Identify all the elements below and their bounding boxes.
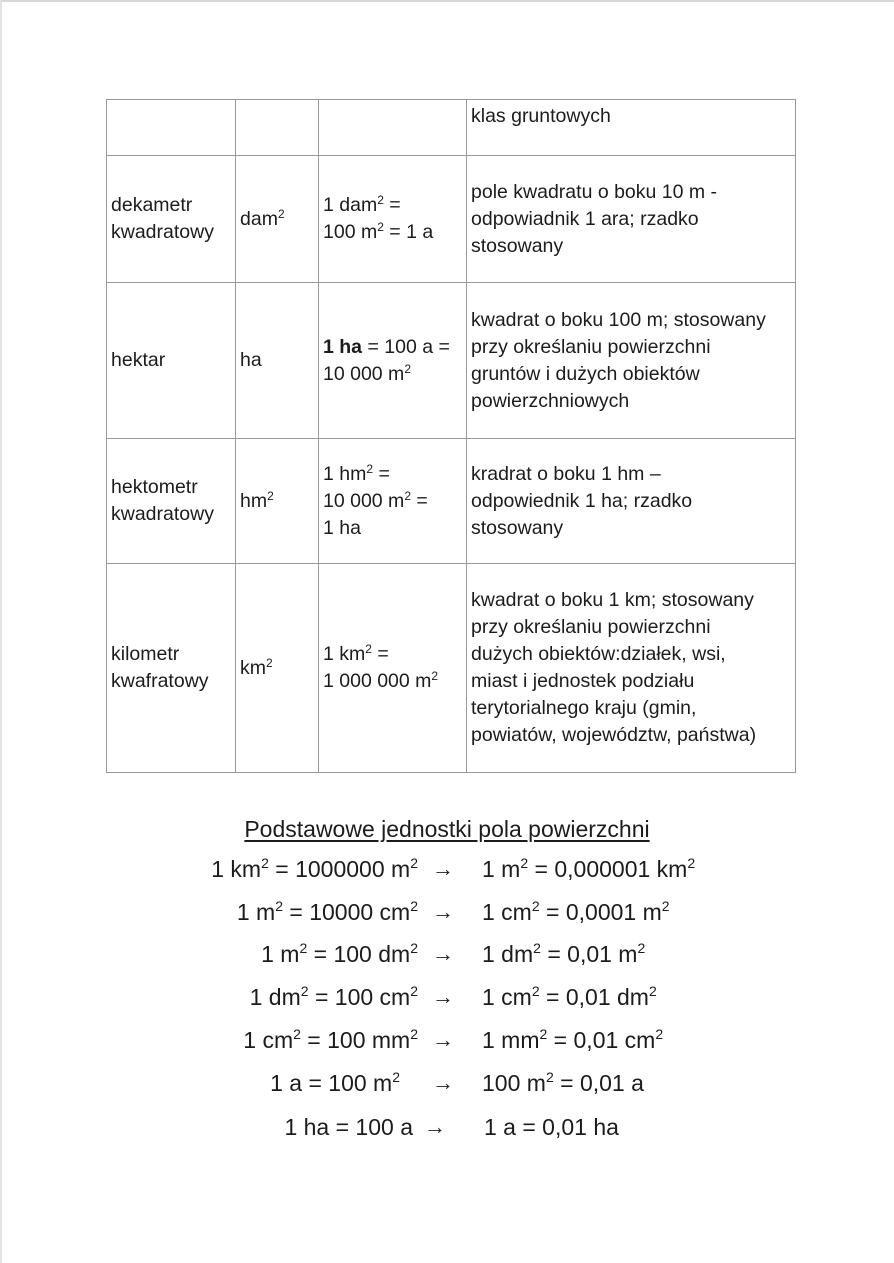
unit-description-cell xyxy=(467,283,796,439)
equivalence-text: 1 dam xyxy=(323,194,378,216)
unit-symbol-cell xyxy=(236,439,319,564)
description-line: odpowiednik 1 ha; rzadko xyxy=(471,489,693,512)
description-line: przy określaniu powierzchni xyxy=(471,616,711,638)
conversion-row xyxy=(0,1070,894,1104)
squared-exponent: 2 xyxy=(366,461,374,476)
unit-equivalence-cell xyxy=(319,156,467,283)
conversion-row xyxy=(0,1027,894,1061)
equivalence-text: = xyxy=(371,643,389,665)
description-line: miast i jednostek podziału xyxy=(471,670,695,692)
table-row xyxy=(107,156,796,283)
unit-name-line: kwadratowy xyxy=(111,503,214,525)
unit-name-cell xyxy=(107,439,236,564)
squared-exponent: 2 xyxy=(431,669,439,683)
conversion-right: 1 $mm^2 = 0,01$ $cm^2$ xyxy=(482,1026,664,1053)
equivalence-text: = xyxy=(373,462,390,485)
conversion-row xyxy=(0,856,894,890)
squared-exponent: 2 xyxy=(377,193,384,207)
equivalence-text: = 100 a = xyxy=(362,335,450,358)
description-line: powierzchniowych xyxy=(471,389,630,412)
squared-exponent: 2 xyxy=(365,642,372,656)
unit-name-cell xyxy=(107,564,236,773)
unit-name-line: kwadratowy xyxy=(111,221,214,243)
description-line: terytorialnego kraju (gmin, xyxy=(471,697,697,719)
squared-exponent: 2 xyxy=(404,488,411,503)
description-line: klas gruntowych xyxy=(471,105,611,127)
description-line: gruntów i dużych obiektów xyxy=(471,362,700,385)
conversion-right: 1 $cm^2 = 0,01$ $dm^2$ xyxy=(482,983,657,1010)
unit-name-line: kilometr xyxy=(111,643,180,665)
equivalence-line xyxy=(323,334,463,361)
unit-name-cell xyxy=(107,283,236,439)
equivalence-text: 10 000 m xyxy=(323,362,405,385)
table-row xyxy=(107,100,796,156)
arrow-right-icon: → xyxy=(432,984,454,1009)
equivalence-line xyxy=(323,461,463,488)
conversion-right: 1 a = 0,01 ha xyxy=(484,1114,619,1140)
equivalence-text: = xyxy=(411,489,428,512)
arrow-right-icon: → xyxy=(432,1027,454,1052)
conversion-right: 1 $m^2 = 0,000001$ $km^2$ xyxy=(482,855,696,882)
table-row xyxy=(107,439,796,564)
arrow-right-icon: → xyxy=(432,856,454,881)
equivalence-line xyxy=(323,488,463,515)
unit-name-cell xyxy=(107,100,236,156)
equivalence-text: 1 hm xyxy=(323,462,367,485)
equivalence-text: = xyxy=(383,194,401,216)
unit-symbol-cell xyxy=(236,100,319,156)
unit-symbol-cell xyxy=(236,564,319,773)
squared-exponent: 2 xyxy=(267,488,274,503)
equivalence-bold-text: 1 ha xyxy=(323,335,363,358)
description-line: kwadrat o boku 100 m; stosowany xyxy=(471,308,766,331)
description-line: powiatów, województw, państwa) xyxy=(471,724,757,746)
conversion-row xyxy=(0,899,894,933)
unit-equivalence-cell xyxy=(319,439,467,564)
equivalence-text: 1 000 000 m xyxy=(323,670,432,692)
equivalence-text: 100 m xyxy=(323,221,378,243)
equivalence-line xyxy=(323,361,463,388)
description-line: kwadrat o boku 1 km; stosowany xyxy=(471,589,754,611)
squared-exponent: 2 xyxy=(377,220,384,234)
description-line: odpowiadnik 1 ara; rzadko xyxy=(471,207,699,230)
unit-symbol-cell xyxy=(236,283,319,439)
unit-name-line: dekametr xyxy=(111,194,193,216)
conversion-right: 1 $cm^2 = 0,0001$ $m^2$ xyxy=(482,898,670,925)
unit-equivalence-cell xyxy=(319,564,467,773)
unit-name-line: hektometr xyxy=(111,476,198,498)
unit-description-cell xyxy=(467,156,796,283)
description-line: kradrat o boku 1 hm – xyxy=(471,462,661,485)
description-line: pole kwadratu o boku 10 m - xyxy=(471,180,718,203)
equivalence-text: 1 ha xyxy=(323,516,361,539)
squared-exponent: 2 xyxy=(277,206,285,221)
conversion-left: 1 ha = 100 a xyxy=(284,1114,413,1140)
unit-symbol: hm xyxy=(240,489,268,512)
unit-symbol: ha xyxy=(240,349,262,371)
equivalence-text: 10 000 m xyxy=(323,489,405,512)
unit-symbol: dam xyxy=(240,207,278,230)
conversion-left: 1 $m^2 = 100$ $dm^2$ xyxy=(261,940,418,967)
arrow-right-icon: → xyxy=(424,1114,446,1139)
unit-symbol-cell xyxy=(236,156,319,283)
description-line: przy określaniu powierzchni xyxy=(471,335,711,358)
page-top-edge xyxy=(0,0,894,2)
equivalence-line xyxy=(323,192,463,219)
equivalence-line xyxy=(323,641,463,668)
squared-exponent: 2 xyxy=(266,655,273,670)
conversion-left: 1 $m^2 = 10000$ $cm^2$ xyxy=(236,898,418,925)
conversion-row xyxy=(0,984,894,1018)
conversion-left: 1 $km^2 = 1000000$ $m^2$ xyxy=(211,855,418,882)
conversion-left: 1 $dm^2 = 100$ $cm^2$ xyxy=(249,983,418,1010)
conversion-row xyxy=(0,941,894,975)
conversion-left: 1 a = 100 $m^2$ xyxy=(270,1069,400,1096)
equivalence-line xyxy=(323,515,463,542)
unit-description-cell xyxy=(467,439,796,564)
description-line: dużych obiektów:działek, wsi, xyxy=(471,643,726,665)
unit-equivalence-cell xyxy=(319,283,467,439)
description-line: stosowany xyxy=(471,234,564,257)
unit-name-line: hektar xyxy=(111,349,166,371)
area-units-table xyxy=(106,99,796,773)
equivalence-text: 1 km xyxy=(323,643,366,665)
unit-name-line: kwafratowy xyxy=(111,670,209,692)
unit-equivalence-cell xyxy=(319,100,467,156)
description-line: stosowany xyxy=(471,516,564,539)
conversions-title: Podstawowe jednostki pola powierzchni xyxy=(244,816,650,842)
conversion-row xyxy=(0,1114,894,1148)
unit-name-cell xyxy=(107,156,236,283)
equivalence-line xyxy=(323,668,463,695)
squared-exponent: 2 xyxy=(404,361,411,376)
table-row xyxy=(107,564,796,773)
arrow-right-icon: → xyxy=(432,899,454,924)
unit-description-cell xyxy=(467,564,796,773)
conversion-right: 100 $m^2 = 0,01$ a xyxy=(482,1069,644,1096)
table-row xyxy=(107,283,796,439)
equivalence-line xyxy=(323,219,463,246)
equivalence-text: = 1 a xyxy=(383,221,434,243)
arrow-right-icon: → xyxy=(432,941,454,966)
unit-description-cell xyxy=(467,100,796,156)
arrow-right-icon: → xyxy=(432,1070,454,1095)
conversion-right: 1 $dm^2 = 0,01$ $m^2$ xyxy=(482,940,646,967)
unit-symbol: km xyxy=(240,656,266,679)
conversion-left: 1 $cm^2 = 100$ $mm^2$ xyxy=(243,1026,418,1053)
